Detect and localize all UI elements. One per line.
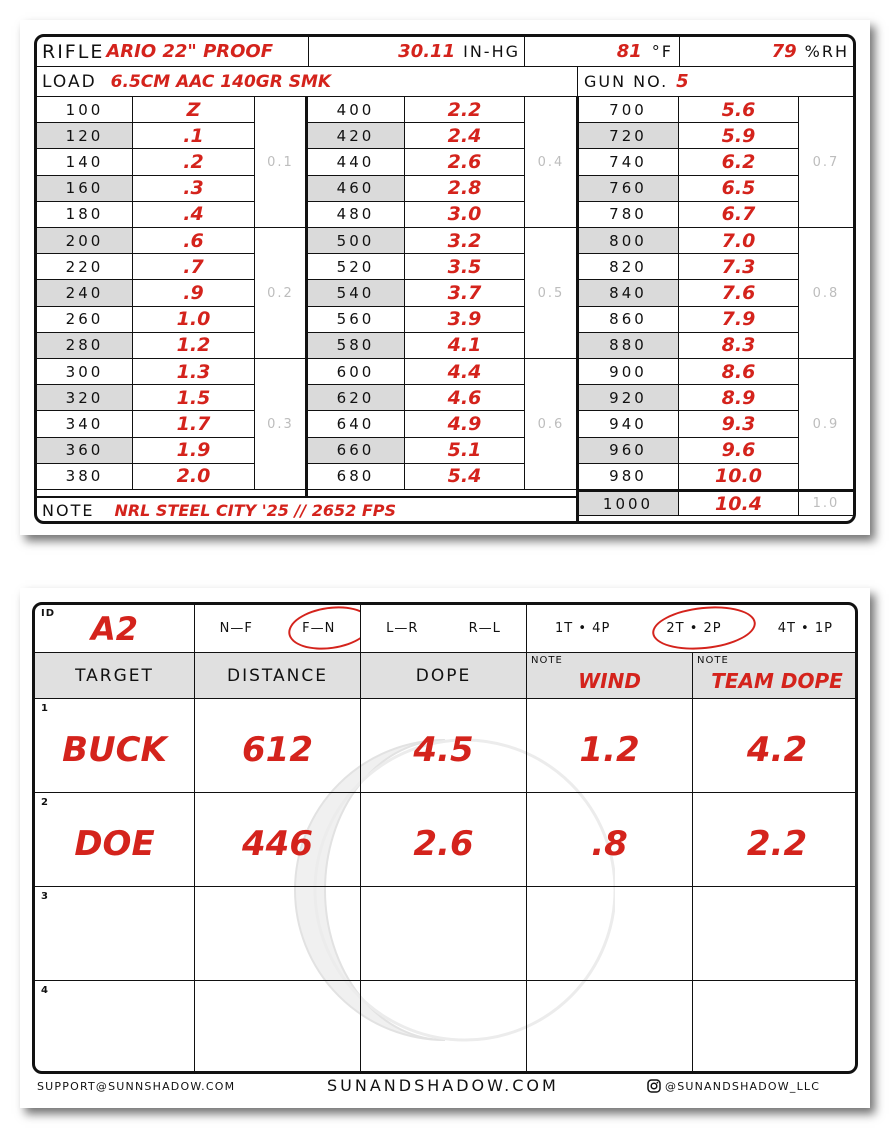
dope-value-cell: 5.6: [679, 97, 799, 123]
increment-group-cell: 0.5: [525, 228, 578, 359]
distance-cell: 720: [578, 123, 679, 149]
wind-cell[interactable]: [527, 981, 693, 1074]
distance-cell: 800: [578, 228, 679, 254]
dope-value-cell: 4.1: [405, 333, 525, 359]
dope-value-cell: .9: [133, 280, 255, 306]
distance-cell: 380: [37, 464, 133, 490]
dope-header: DOPE: [361, 653, 527, 699]
distance-cell: 960: [578, 438, 679, 464]
dope-value-cell: 6.7: [679, 202, 799, 228]
dope-value-cell: Z: [133, 97, 255, 123]
dope-value-cell: 4.9: [405, 411, 525, 437]
dope-cell[interactable]: [361, 887, 527, 981]
target-cell[interactable]: [35, 793, 195, 887]
wind-cell[interactable]: [527, 793, 693, 887]
row-number: 3: [41, 891, 48, 902]
selected-circle-mark: [286, 605, 361, 653]
distance-cell: 480: [307, 202, 405, 228]
direction-options-a: [195, 605, 361, 653]
count-1t-4p[interactable]: 1T • 4P: [555, 621, 611, 636]
increment-group-cell: 0.6: [525, 359, 578, 490]
team-cell[interactable]: [693, 981, 858, 1074]
dope-value-cell: 2.2: [405, 97, 525, 123]
dope-value-cell: 1.3: [133, 359, 255, 385]
temperature-value: 81: [616, 41, 642, 62]
direction-options-b: [361, 605, 527, 653]
footer: [37, 1076, 857, 1100]
distance-cell: 500: [307, 228, 405, 254]
team-cell[interactable]: [693, 887, 858, 981]
note-field: [37, 496, 578, 523]
distance-cell: 240: [37, 280, 133, 306]
humidity-unit: %RH: [804, 42, 849, 61]
increment-group-cell: 1.0: [799, 490, 853, 516]
load-field: [37, 67, 578, 97]
wind-header: [527, 653, 693, 699]
dope-value-cell: 1.2: [133, 333, 255, 359]
team-cell[interactable]: [693, 699, 858, 793]
distance-header: DISTANCE: [195, 653, 361, 699]
pressure-unit: IN-HG: [463, 42, 520, 61]
distance-cell: 640: [307, 411, 405, 437]
dope-value-cell: 7.6: [679, 280, 799, 306]
load-label: LOAD: [42, 71, 97, 92]
wind-value: .8: [591, 823, 628, 864]
stage-card-frame: [32, 602, 858, 1074]
distance-cell: 320: [37, 385, 133, 411]
dope-value-cell: 8.6: [679, 359, 799, 385]
distance-cell: 840: [578, 280, 679, 306]
dope-value-cell: 1.9: [133, 438, 255, 464]
wind-value: 1.2: [579, 729, 640, 770]
dope-cell[interactable]: [361, 981, 527, 1074]
direction-f-n[interactable]: F—N: [302, 621, 335, 636]
temperature-field: [525, 37, 680, 67]
distance-cell: 280: [37, 333, 133, 359]
increment-group-cell: 0.9: [799, 359, 853, 490]
team-dope-header-value: TEAM DOPE: [711, 668, 843, 693]
target-cell[interactable]: [35, 887, 195, 981]
distance-cell: 420: [307, 123, 405, 149]
column-separator: [305, 97, 308, 496]
dope-cell[interactable]: [361, 699, 527, 793]
dope-value-cell: 3.2: [405, 228, 525, 254]
distance-cell: 340: [37, 411, 133, 437]
distance-cell: 740: [578, 149, 679, 175]
stage-rows: [35, 699, 858, 1074]
distance-cell: 940: [578, 411, 679, 437]
dope-value-cell: 1.0: [133, 307, 255, 333]
distance-cell: 300: [37, 359, 133, 385]
dope-value-cell: .3: [133, 176, 255, 202]
wind-cell[interactable]: [527, 887, 693, 981]
distance-cell: 120: [37, 123, 133, 149]
dope-value-cell: 3.5: [405, 254, 525, 280]
distance-value: 612: [242, 729, 313, 770]
distance-cell: 620: [307, 385, 405, 411]
distance-cell: 460: [307, 176, 405, 202]
count-2t-2p[interactable]: 2T • 2P: [666, 621, 721, 636]
dope-cell[interactable]: [361, 793, 527, 887]
humidity-value: 79: [771, 41, 797, 62]
dope-value-cell: 2.8: [405, 176, 525, 202]
target-value: DOE: [74, 823, 155, 864]
load-value: 6.5CM AAC 140GR SMK: [110, 71, 332, 92]
gun-number-label: GUN NO.: [584, 72, 669, 91]
dope-card: [20, 20, 870, 535]
dope-value-cell: 1.5: [133, 385, 255, 411]
dope-value-cell: 4.6: [405, 385, 525, 411]
dope-value-cell: 7.3: [679, 254, 799, 280]
id-label: ID: [41, 608, 56, 619]
distance-cell: 660: [307, 438, 405, 464]
support-email[interactable]: SUPPORT@SUNNSHADOW.COM: [37, 1080, 236, 1093]
dope-value-cell: 8.9: [679, 385, 799, 411]
id-value: A2: [90, 609, 139, 648]
distance-cell: 760: [578, 176, 679, 202]
distance-cell: 220: [37, 254, 133, 280]
distance-cell[interactable]: [195, 981, 361, 1074]
dope-value-cell: 2.6: [405, 149, 525, 175]
note-label: NOTE: [42, 501, 95, 520]
team-value: 2.2: [746, 823, 808, 864]
row-number: 4: [41, 985, 48, 996]
increment-group-cell: 0.7: [799, 97, 853, 228]
distance-cell: 540: [307, 280, 405, 306]
distance-cell: 820: [578, 254, 679, 280]
distance-value: 446: [242, 823, 313, 864]
distance-cell: 780: [578, 202, 679, 228]
distance-cell: 1000: [578, 490, 679, 516]
stage-card: [20, 588, 870, 1108]
count-4t-1p[interactable]: 4T • 1P: [777, 621, 833, 636]
increment-group-cell: 0.2: [255, 228, 307, 359]
team-value: 4.2: [746, 729, 808, 770]
distance-cell: 260: [37, 307, 133, 333]
distance-cell: 400: [307, 97, 405, 123]
distance-cell: 880: [578, 333, 679, 359]
distance-cell: 680: [307, 464, 405, 490]
distance-cell: 600: [307, 359, 405, 385]
distance-cell: 920: [578, 385, 679, 411]
distance-cell[interactable]: [195, 699, 361, 793]
dope-value-cell: 10.4: [679, 490, 799, 516]
dope-value-cell: 9.3: [679, 411, 799, 437]
dope-value-cell: 10.0: [679, 464, 799, 490]
dope-value-cell: 6.5: [679, 176, 799, 202]
dope-value-cell: 3.9: [405, 307, 525, 333]
dope-value-cell: 2.4: [405, 123, 525, 149]
rifle-label: RIFLE: [42, 40, 105, 63]
direction-r-l[interactable]: R—L: [468, 621, 501, 636]
rifle-value: ARIO 22" PROOF: [106, 41, 274, 62]
team-cell[interactable]: [693, 793, 858, 887]
distance-cell: 440: [307, 149, 405, 175]
target-cell[interactable]: [35, 699, 195, 793]
direction-l-r[interactable]: L—R: [386, 621, 419, 636]
direction-n-f[interactable]: N—F: [219, 621, 253, 636]
column-separator: [576, 97, 579, 522]
distance-cell: 520: [307, 254, 405, 280]
dope-value-cell: 6.2: [679, 149, 799, 175]
distance-cell: 860: [578, 307, 679, 333]
distance-cell: 200: [37, 228, 133, 254]
dope-value-cell: 9.6: [679, 438, 799, 464]
distance-cell: 140: [37, 149, 133, 175]
note-label: NOTE: [697, 655, 729, 666]
dope-value-cell: .7: [133, 254, 255, 280]
humidity-field: [680, 37, 853, 67]
dope-value-cell: 3.0: [405, 202, 525, 228]
dope-value-cell: .2: [133, 149, 255, 175]
dope-value-cell: .4: [133, 202, 255, 228]
row-number: 1: [41, 703, 48, 714]
dope-value-cell: .1: [133, 123, 255, 149]
increment-group-cell: 0.1: [255, 97, 307, 228]
dope-value-cell: 5.4: [405, 464, 525, 490]
target-cell[interactable]: [35, 981, 195, 1074]
id-field: [35, 605, 195, 653]
dope-value-cell: .6: [133, 228, 255, 254]
pressure-value: 30.11: [398, 41, 456, 62]
team-dope-header: [693, 653, 858, 699]
distance-cell: 900: [578, 359, 679, 385]
distance-cell: 160: [37, 176, 133, 202]
dope-value-cell: 1.7: [133, 411, 255, 437]
dope-value-cell: 5.9: [679, 123, 799, 149]
rifle-field: [37, 37, 309, 67]
dope-value-cell: 4.4: [405, 359, 525, 385]
distance-cell[interactable]: [195, 793, 361, 887]
wind-header-value: WIND: [578, 668, 641, 693]
target-value: BUCK: [62, 729, 167, 770]
target-header: TARGET: [35, 653, 195, 699]
dope-value-cell: 7.9: [679, 307, 799, 333]
dope-value-cell: 3.7: [405, 280, 525, 306]
instagram-icon: [647, 1079, 661, 1093]
gun-number-value: 5: [676, 71, 689, 92]
dope-value: 4.5: [413, 729, 474, 770]
gun-number-field: [578, 67, 853, 97]
dope-value-cell: 7.0: [679, 228, 799, 254]
dope-value-cell: 2.0: [133, 464, 255, 490]
increment-group-cell: 0.8: [799, 228, 853, 359]
increment-group-cell: 0.4: [525, 97, 578, 228]
note-label: NOTE: [531, 655, 563, 666]
selected-circle-mark: [650, 605, 758, 653]
wind-cell[interactable]: [527, 699, 693, 793]
dope-card-frame: [34, 34, 856, 524]
distance-cell: 560: [307, 307, 405, 333]
dope-value-cell: 8.3: [679, 333, 799, 359]
dope-value-cell: 5.1: [405, 438, 525, 464]
distance-cell: 180: [37, 202, 133, 228]
distance-cell: 980: [578, 464, 679, 490]
note-value: NRL STEEL CITY '25 // 2652 FPS: [114, 501, 397, 520]
increment-group-cell: 0.3: [255, 359, 307, 490]
temperature-unit: °F: [651, 42, 673, 61]
distance-cell: 580: [307, 333, 405, 359]
website-link[interactable]: SUNANDSHADOW.COM: [327, 1076, 559, 1095]
distance-cell[interactable]: [195, 887, 361, 981]
distance-cell: 700: [578, 97, 679, 123]
target-count-options: [527, 605, 858, 653]
pressure-field: [309, 37, 525, 67]
dope-value: 2.6: [413, 823, 474, 864]
distance-cell: 100: [37, 97, 133, 123]
distance-cell: 360: [37, 438, 133, 464]
row-number: 2: [41, 797, 48, 808]
social-handle[interactable]: @SUNANDSHADOW_LLC: [647, 1079, 820, 1093]
